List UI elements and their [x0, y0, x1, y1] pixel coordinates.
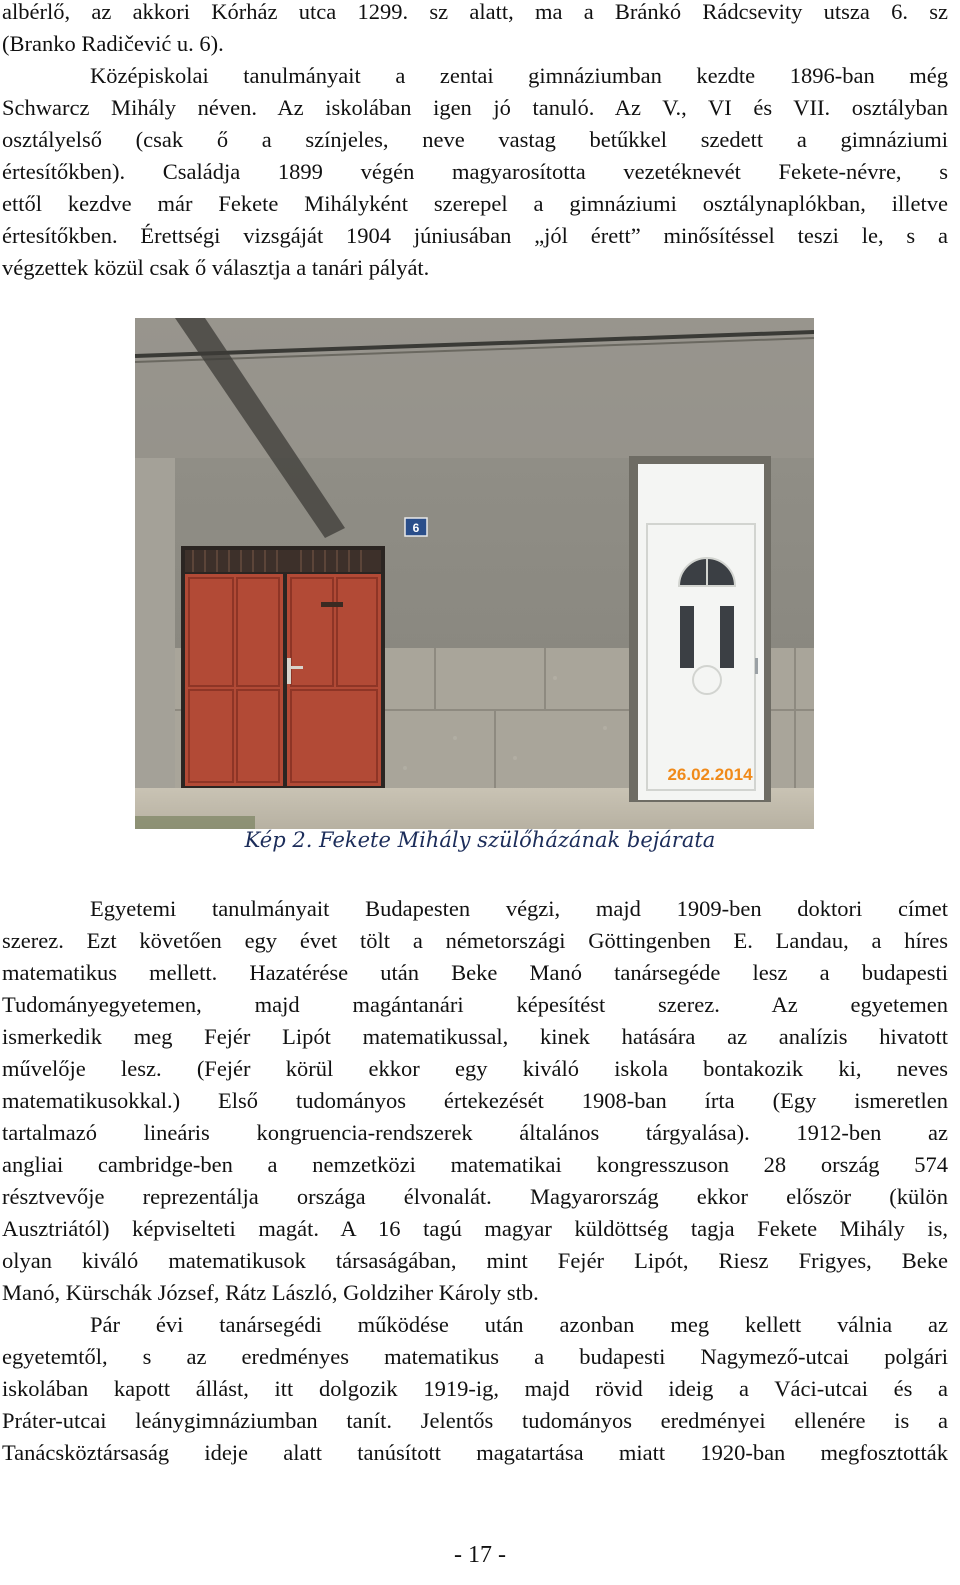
- text-line: matematikusokkal.) Első tudományos értekezését 1908-ban írta (Egy ismeretlen: [2, 1088, 948, 1113]
- text-line: olyan kiváló matematikusok társaságában, mint Fejér Lipót, Riesz Frigyes, Beke: [2, 1248, 948, 1273]
- text-block-bottom: [2, 893, 948, 1469]
- text-line: értesítőkben). Családja 1899 végén magyarosította vezetéknevét Fekete-névre, s: [2, 159, 948, 184]
- photo-date-stamp: 26.02.2014: [667, 765, 753, 784]
- text-line: matematikus mellett. Hazatérése után Beke Manó tanársegéde lesz a budapesti: [2, 960, 948, 985]
- text-line: ismerkedik meg Fejér Lipót matematikussal, kinek hatására az analízis hivatott: [2, 1024, 948, 1049]
- text-line: ettől kezdve már Fekete Mihályként szerepel a gimnáziumi osztálynaplókban, illetve: [2, 191, 948, 216]
- text-line: művelője lesz. (Fejér körül ekkor egy kiváló iskola bontakozik ki, neves: [2, 1056, 948, 1081]
- text-line: Középiskolai tanulmányait a zentai gimnáziumban kezdte 1896-ban még: [90, 63, 948, 88]
- text-line: tartalmazó lineáris kongruencia-rendszerek általános tárgyalása). 1912-ben az: [2, 1120, 948, 1145]
- text-line: Manó, Kürschák József, Rátz László, Goldziher Károly stb.: [2, 1280, 539, 1305]
- red-gate: [181, 546, 385, 788]
- white-door: [638, 464, 764, 800]
- text-line: egyetemtől, s az eredményes matematikus a budapesti Nagymező-utcai polgári: [2, 1344, 948, 1369]
- photo-caption: Kép 2. Fekete Mihály szülőházának bejárata: [244, 828, 716, 852]
- text-line: Schwarcz Mihály néven. Az iskolában igen jó tanuló. Az V., VI és VII. osztályban: [2, 95, 948, 120]
- text-line: végzettek közül csak ő választja a tanári pályát.: [2, 255, 430, 280]
- page-number: - 17 -: [454, 1542, 506, 1568]
- text-line: szerez. Ezt követően egy évet tölt a németországi Göttingenben E. Landau, a híres: [2, 928, 948, 953]
- text-line: Pár évi tanársegédi működése után azonban meg kellett válnia az: [90, 1312, 948, 1337]
- text-line: Tanácsköztársaság ideje alatt tanúsított magatartása miatt 1920-ban megfosztották: [2, 1440, 948, 1465]
- text-line: Egyetemi tanulmányait Budapesten végzi, majd 1909-ben doktori címet: [90, 896, 948, 921]
- text-line: (Branko Radičević u. 6).: [2, 31, 224, 56]
- text-line: albérlő, az akkori Kórház utca 1299. sz alatt, ma a Bránkó Rádcsevity utsza 6. sz: [2, 0, 948, 24]
- text-line: Tudományegyetemen, majd magántanári képesítést szerez. Az egyetemen: [2, 992, 948, 1017]
- house-entrance-photo: [135, 318, 814, 829]
- text-line: Ausztriától) képviselteti magát. A 16 tagú magyar küldöttség tagja Fekete Mihály is,: [2, 1216, 948, 1241]
- text-line: osztályelső (csak ő a színjeles, neve vastag betűkkel szedett a gimnáziumi: [2, 127, 948, 152]
- text-line: Práter-utcai leánygimnáziumban tanít. Jelentős tudományos eredményei ellenére is a: [2, 1408, 948, 1433]
- text-line: iskolában kapott állást, itt dolgozik 1919-ig, majd rövid ideig a Váci-utcai és a: [2, 1376, 948, 1401]
- text-line: résztvevője reprezentálja országa élvonalát. Magyarország ekkor először (külön: [2, 1184, 948, 1209]
- house-number: 6: [412, 521, 420, 535]
- text-line: angliai cambridge-ben a nemzetközi matematikai kongresszuson 28 ország 574: [2, 1152, 948, 1177]
- text-line: értesítőkben. Érettségi vizsgáját 1904 júniusában „jól érett” minősítéssel teszi le, s a: [2, 223, 948, 248]
- text-block-top: [2, 0, 948, 284]
